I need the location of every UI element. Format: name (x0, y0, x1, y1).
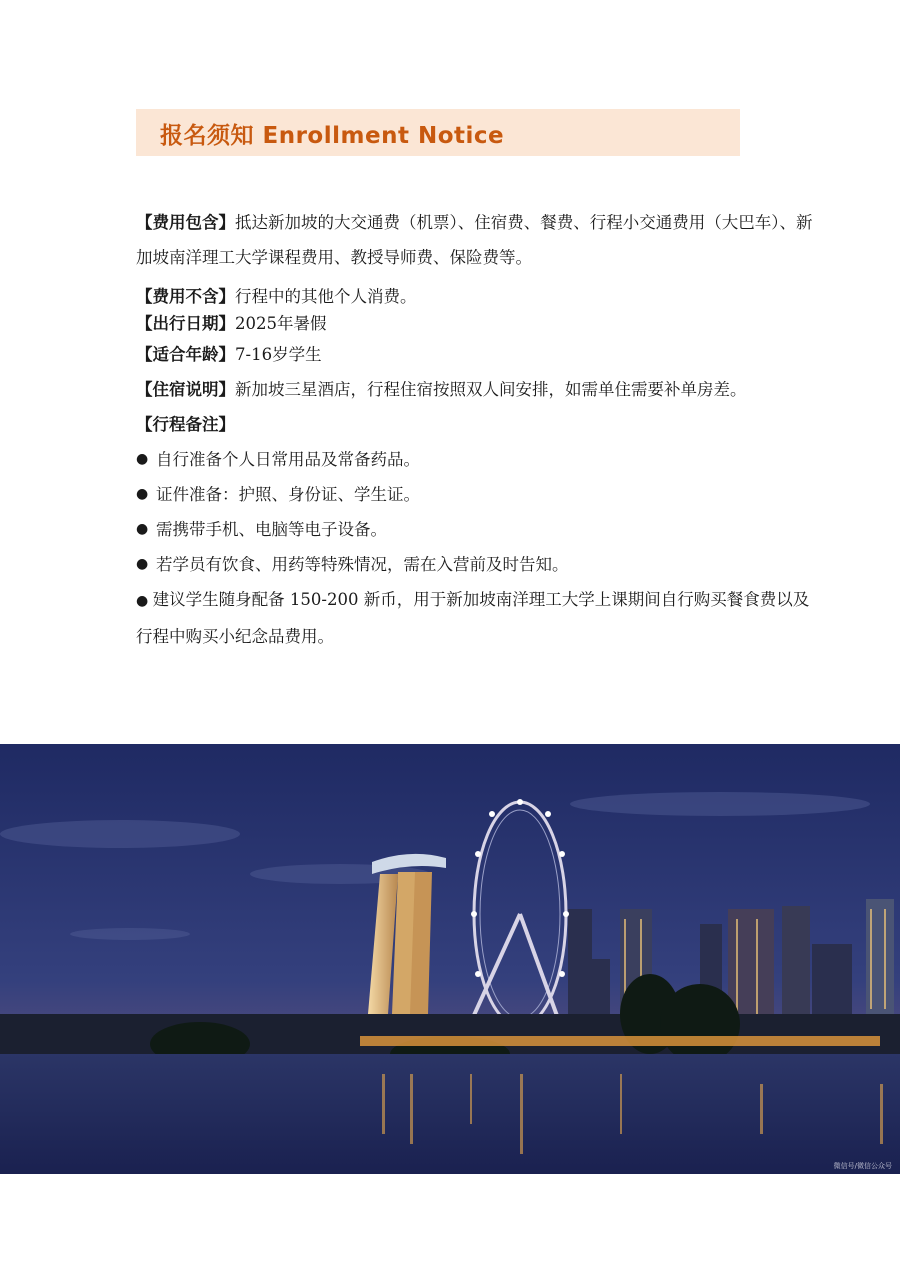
itinerary-notes-heading (136, 407, 816, 442)
lodging-text: 新加坡三星酒店，行程住宿按照双人间安排，如需单住需要补单房差。 (235, 380, 747, 399)
note-text: 证件准备：护照、身份证、学生证。 (156, 485, 420, 504)
itinerary-notes-label: 【行程备注】 (136, 415, 235, 434)
notice-content (136, 205, 816, 654)
note-text: 自行准备个人日常用品及常备药品。 (156, 450, 420, 469)
bullet-icon: ● (136, 451, 149, 467)
travel-date-label: 【出行日期】 (136, 314, 235, 333)
water (0, 1054, 900, 1174)
fee-includes (136, 205, 816, 275)
lodging-info (136, 372, 816, 407)
travel-date (136, 310, 816, 337)
note-item (136, 477, 816, 512)
travel-date-text: 2025年暑假 (235, 314, 327, 333)
fee-excludes (136, 283, 816, 310)
fee-includes-text: 抵达新加坡的大交通费（机票）、住宿费、餐费、行程小交通费用（大巴车）、新加坡南洋理工大学课程费用、教授导师费、保险费等。 (136, 213, 813, 267)
suitable-age-label: 【适合年龄】 (136, 345, 235, 364)
note-text: 需携带手机、电脑等电子设备。 (156, 520, 387, 539)
promenade-lights (360, 1036, 880, 1046)
note-item (136, 582, 816, 654)
bullet-icon: ● (136, 556, 149, 572)
note-text: 建议学生随身配备 150-200 新币，用于新加坡南洋理工大学上课期间自行购买餐食费以及行程中购买小纪念品费用。 (136, 590, 810, 646)
suitable-age (136, 337, 816, 372)
header-band (136, 109, 740, 156)
fee-excludes-label: 【费用不含】 (136, 287, 235, 306)
bullet-icon: ● (136, 593, 153, 609)
singapore-skyline-photo (0, 744, 900, 1174)
bullet-icon: ● (136, 521, 149, 537)
fee-excludes-text: 行程中的其他个人消费。 (235, 287, 417, 306)
photo-watermark: 微信号/微信公众号 (833, 1162, 892, 1170)
suitable-age-text: 7-16岁学生 (235, 345, 322, 364)
note-text: 若学员有饮食、用药等特殊情况，需在入营前及时告知。 (156, 555, 569, 574)
lodging-label: 【住宿说明】 (136, 380, 235, 399)
note-item (136, 547, 816, 582)
page-title: 报名须知 Enrollment Notice (160, 123, 505, 149)
fee-includes-label: 【费用包含】 (136, 213, 235, 232)
note-item (136, 512, 816, 547)
note-item (136, 442, 816, 477)
bullet-icon: ● (136, 486, 149, 502)
